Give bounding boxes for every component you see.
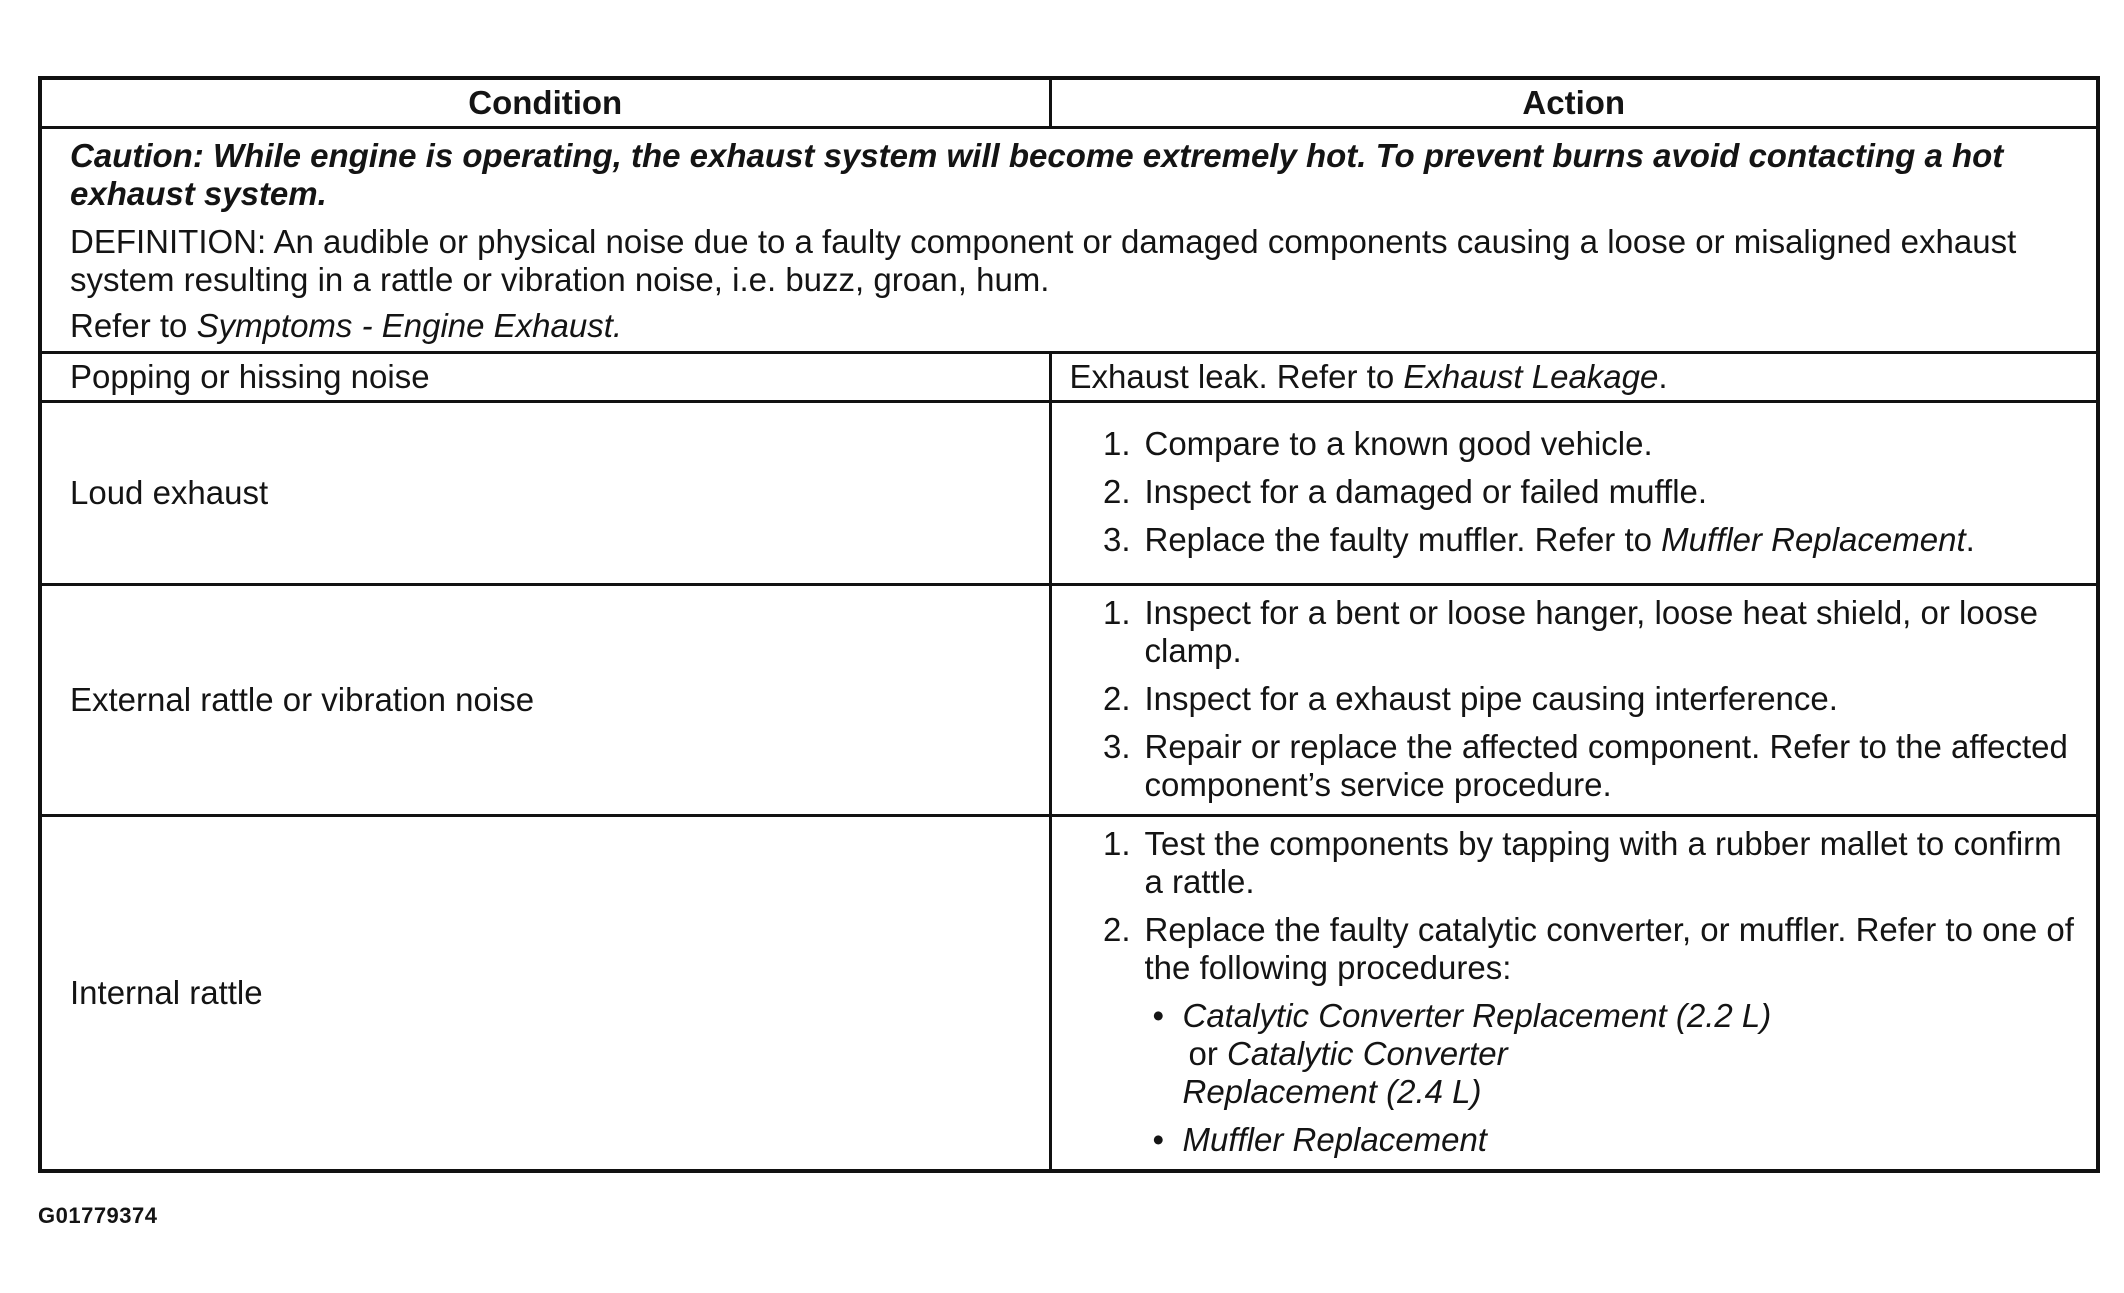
condition-cell: Internal rattle — [40, 816, 1050, 1172]
definition-text: DEFINITION: An audible or physical noise due to a faulty component or damaged components causing a loose or misaligned exhaust system resulting in a rattle or vibration noise, i.e. buzz, groan, hum. — [70, 223, 2017, 298]
condition-header: Condition — [40, 78, 1050, 128]
step-number: 2. — [1102, 911, 1131, 948]
catalytic-converter-22-link[interactable]: Catalytic Converter Replacement (2.2 L) — [1182, 997, 1772, 1034]
table-row — [40, 353, 2098, 402]
step-text-prefix: Replace the faulty muffler. Refer to — [1144, 521, 1662, 558]
step-item — [1052, 680, 2097, 718]
step-text: Inspect for a damaged or failed muffle. — [1144, 473, 1708, 510]
step-number: 1. — [1102, 425, 1131, 462]
procedure-bullet-list — [1145, 997, 2089, 1159]
catalytic-converter-24-link[interactable]: Catalytic Converter — [1227, 1035, 1508, 1072]
step-number: 1. — [1102, 825, 1131, 862]
action-cell — [1050, 402, 2098, 585]
action-suffix: . — [1658, 358, 1668, 395]
step-item — [1052, 473, 2097, 511]
intro-row — [40, 128, 2098, 353]
step-list — [1052, 817, 2097, 1169]
step-number: 2. — [1102, 473, 1131, 510]
action-cell — [1050, 585, 2098, 816]
intro-cell — [40, 128, 2098, 353]
muffler-replacement-link[interactable]: Muffler Replacement — [1661, 521, 1966, 558]
step-text: Repair or replace the affected component. Refer to the affected component’s service procedure. — [1144, 728, 2068, 803]
step-text: Inspect for a bent or loose hanger, loose heat shield, or loose clamp. — [1144, 594, 2038, 669]
condition-cell: External rattle or vibration noise — [40, 585, 1050, 816]
action-cell — [1050, 816, 2098, 1172]
or-word: or — [1188, 1035, 1228, 1072]
catalytic-converter-24-link-cont[interactable]: Replacement (2.4 L) — [1182, 1073, 1482, 1110]
bullet-item — [1145, 997, 2089, 1111]
condition-cell: Loud exhaust — [40, 402, 1050, 585]
step-item — [1052, 425, 2097, 463]
bullet-item — [1145, 1121, 2089, 1159]
action-prefix: Exhaust leak. Refer to — [1069, 358, 1404, 395]
step-number: 1. — [1102, 594, 1131, 631]
action-header: Action — [1050, 78, 2098, 128]
step-text-body: Replace the faulty catalytic converter, or muffler. Refer to one of the following procedures: — [1144, 911, 2074, 986]
diagnostic-table — [38, 76, 2100, 1173]
table-row — [40, 585, 2098, 816]
step-text: Compare to a known good vehicle. — [1144, 425, 1653, 462]
step-item — [1052, 911, 2097, 1159]
refer-line — [70, 307, 2084, 345]
table-row — [40, 816, 2098, 1172]
table-row — [40, 402, 2098, 585]
step-number: 3. — [1102, 521, 1131, 558]
step-number: 2. — [1102, 680, 1131, 717]
header-row — [40, 78, 2098, 128]
step-text — [1145, 521, 2097, 559]
step-text: Inspect for a exhaust pipe causing interference. — [1144, 680, 1838, 717]
step-list — [1052, 586, 2097, 814]
step-item — [1052, 728, 2097, 804]
step-item — [1052, 594, 2097, 670]
exhaust-leakage-link[interactable]: Exhaust Leakage — [1403, 358, 1659, 395]
bullet-dot: • — [1152, 997, 1165, 1034]
step-text-suffix: . — [1965, 521, 1975, 558]
symptoms-link[interactable]: Symptoms - Engine Exhaust. — [196, 307, 623, 344]
caution-text: Caution: While engine is operating, the exhaust system will become extremely hot. To prevent burns avoid contacting a hot exhaust system. — [70, 137, 2004, 212]
refer-prefix: Refer to — [70, 307, 197, 344]
action-cell — [1050, 353, 2098, 402]
step-item — [1052, 521, 2097, 559]
condition-cell: Popping or hissing noise — [40, 353, 1050, 402]
step-text — [1145, 911, 2097, 1159]
bullet-text — [1183, 997, 2089, 1111]
step-text: Test the components by tapping with a rubber mallet to confirm a rattle. — [1144, 825, 2062, 900]
bullet-dot: • — [1152, 1121, 1165, 1158]
muffler-replacement-link[interactable]: Muffler Replacement — [1182, 1121, 1487, 1158]
figure-id: G01779374 — [38, 1203, 158, 1228]
step-item — [1052, 825, 2097, 901]
step-number: 3. — [1102, 728, 1131, 765]
step-list — [1052, 417, 2097, 569]
